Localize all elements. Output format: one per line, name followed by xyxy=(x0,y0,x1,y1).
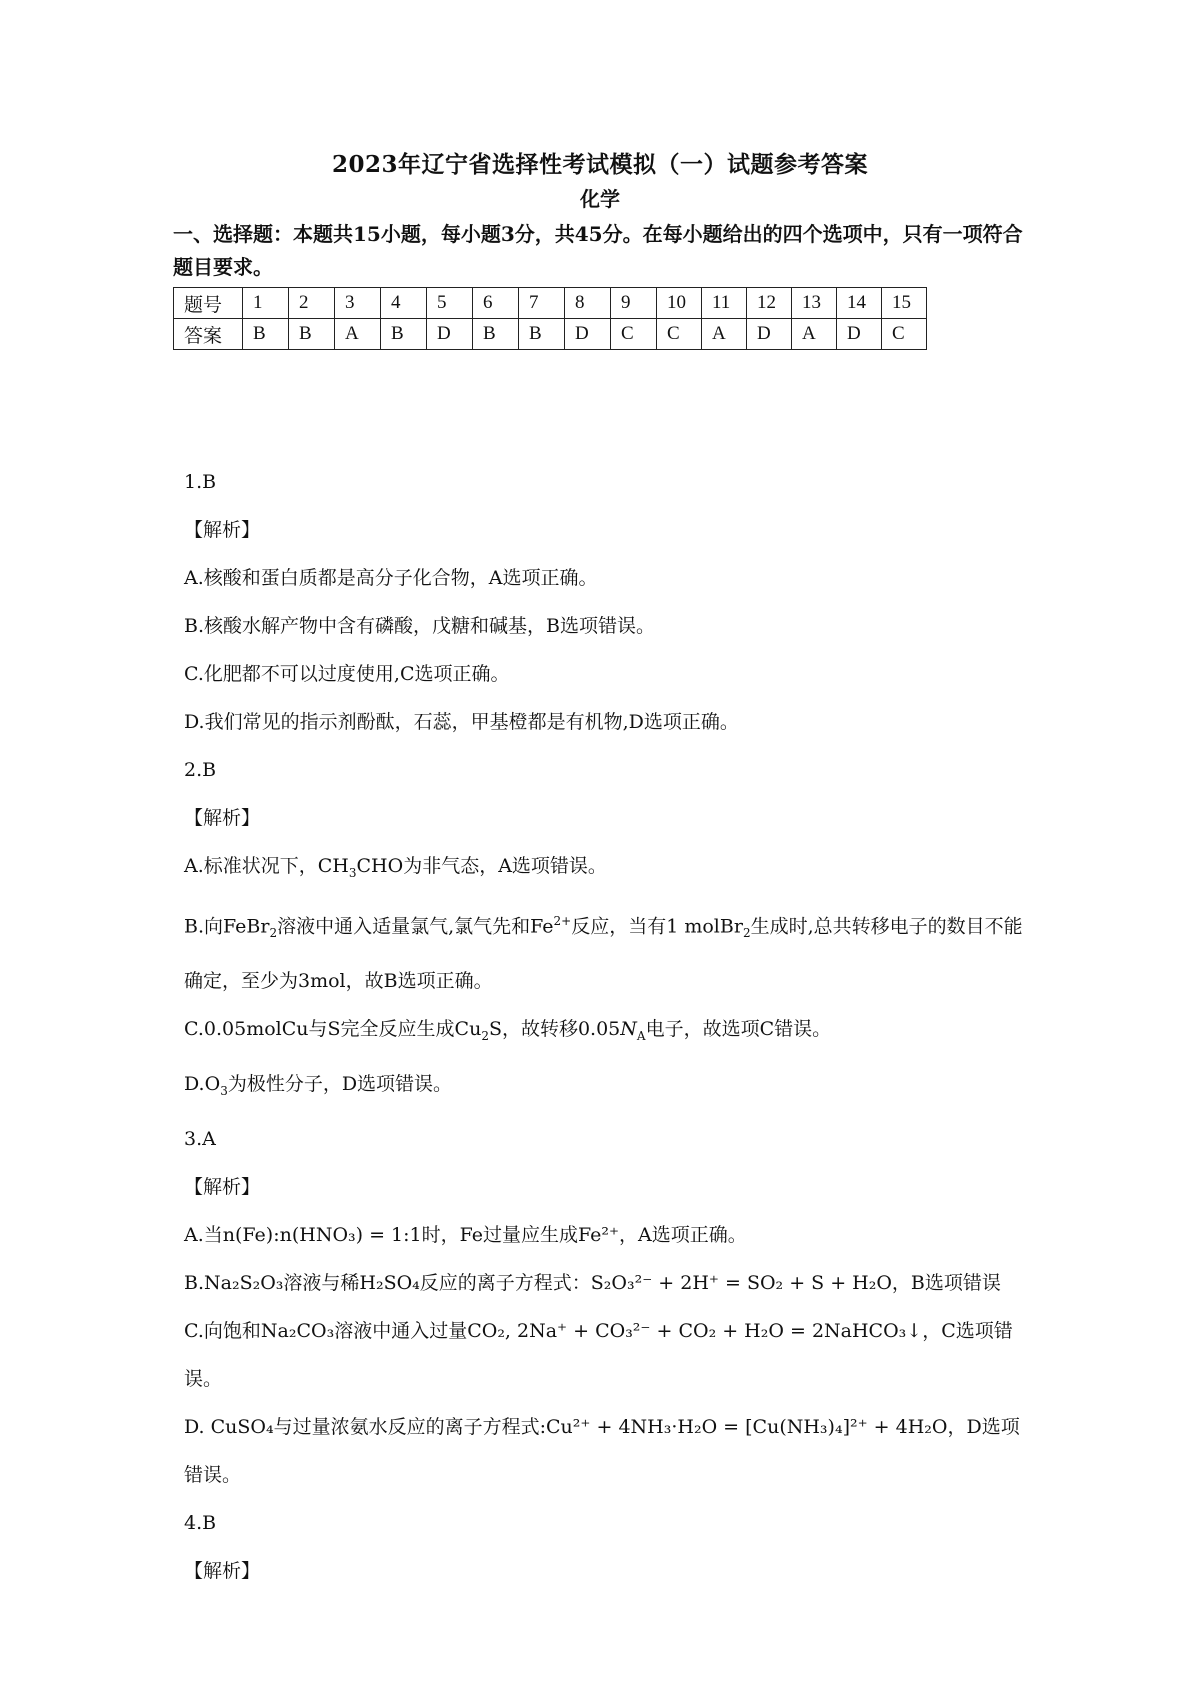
question-number-cell: 8 xyxy=(565,288,611,319)
question-number-cell: 12 xyxy=(747,288,792,319)
answer-cell: A xyxy=(702,319,747,350)
subject-heading: 化学 xyxy=(580,187,620,211)
question-number-cell: 14 xyxy=(837,288,882,319)
answer-cell: A xyxy=(792,319,837,350)
solution-content xyxy=(184,470,1034,1607)
question-number: 2.B xyxy=(184,759,217,781)
option-c: C.化肥都不可以过度使用,C选项正确。 xyxy=(184,663,510,685)
analysis-label: 【解析】 xyxy=(184,519,261,541)
option-d: D.我们常见的指示剂酚酞，石蕊，甲基橙都是有机物,D选项正确。 xyxy=(184,711,739,733)
answer-cell: B xyxy=(289,319,335,350)
question-number-cell: 9 xyxy=(611,288,657,319)
number-row xyxy=(174,288,927,319)
option-b: B.向FeBr$_2$溶液中通入适量氯气,氯气先和$Fe^{2+}$反应，当有1 molBr$_2$生成时,总共转移电子的数目不能确定，至少为3mol，故B选项正确。 xyxy=(184,913,1023,992)
option-c: C.0.05molCu与S完全反应生成$Cu_2S$，故转移$0.05N_A$电子，故选项C错误。 xyxy=(184,1017,832,1043)
analysis-label: 【解析】 xyxy=(184,1559,261,1582)
answer-cell: B xyxy=(381,319,427,350)
option-c: C.向饱和Na₂CO₃溶液中通入过量CO₂, 2Na⁺ + CO₃²⁻ + CO₂ + H₂O = 2NaHCO₃↓，C选项错误。 xyxy=(184,1319,1013,1390)
page-title: 2023年辽宁省选择性考试模拟（一）试题参考答案 xyxy=(331,151,868,178)
option-a: A.当n(Fe):n(HNO₃) = 1:1时，Fe过量应生成Fe²⁺，A选项正确。 xyxy=(184,1223,747,1246)
option-a: A.核酸和蛋白质都是高分子化合物，A选项正确。 xyxy=(184,567,598,589)
question-number: 4.B xyxy=(184,1511,217,1534)
option-b: B.核酸水解产物中含有磷酸，戊糖和碱基，B选项错误。 xyxy=(184,615,655,637)
row-label: 题号 xyxy=(174,288,243,319)
answer-cell: D xyxy=(427,319,473,350)
row-label: 答案 xyxy=(174,319,243,350)
question-number: 1.B xyxy=(184,471,217,493)
option-a: A.标准状况下，$CH_3CHO$为非气态，A选项错误。 xyxy=(184,855,607,880)
answer-table xyxy=(173,287,927,350)
question-number-cell: 2 xyxy=(289,288,335,319)
answer-cell: A xyxy=(335,319,381,350)
answer-cell: D xyxy=(565,319,611,350)
question-number: 3.A xyxy=(184,1127,216,1150)
section-heading: 一、选择题：本题共15小题，每小题3分，共45分。在每小题给出的四个选项中，只有一项符合题目要求。 xyxy=(173,222,1023,279)
question-number-cell: 15 xyxy=(882,288,927,319)
question-number-cell: 10 xyxy=(657,288,702,319)
question-number-cell: 4 xyxy=(381,288,427,319)
question-number-cell: 6 xyxy=(473,288,519,319)
question-number-cell: 13 xyxy=(792,288,837,319)
question-number-cell: 5 xyxy=(427,288,473,319)
analysis-label: 【解析】 xyxy=(184,1175,261,1198)
answer-cell: C xyxy=(657,319,702,350)
question-number-cell: 7 xyxy=(519,288,565,319)
question-number-cell: 1 xyxy=(243,288,289,319)
option-d: $D.O_3$为极性分子，D选项错误。 xyxy=(184,1072,453,1098)
option-b: B.Na₂S₂O₃溶液与稀H₂SO₄反应的离子方程式：S₂O₃²⁻ + 2H⁺ = SO₂ + S + H₂O，B选项错误 xyxy=(184,1271,1001,1294)
answer-cell: B xyxy=(473,319,519,350)
answer-row xyxy=(174,319,927,350)
answer-cell: D xyxy=(747,319,792,350)
answer-cell: D xyxy=(837,319,882,350)
answer-cell: C xyxy=(611,319,657,350)
analysis-label: 【解析】 xyxy=(184,807,261,829)
question-number-cell: 3 xyxy=(335,288,381,319)
answer-cell: B xyxy=(243,319,289,350)
answer-cell: B xyxy=(519,319,565,350)
question-number-cell: 11 xyxy=(702,288,747,319)
answer-cell: C xyxy=(882,319,927,350)
option-d: D. CuSO₄与过量浓氨水反应的离子方程式:Cu²⁺ + 4NH₃·H₂O = [Cu(NH₃)₄]²⁺ + 4H₂O，D选项错误。 xyxy=(184,1415,1020,1486)
